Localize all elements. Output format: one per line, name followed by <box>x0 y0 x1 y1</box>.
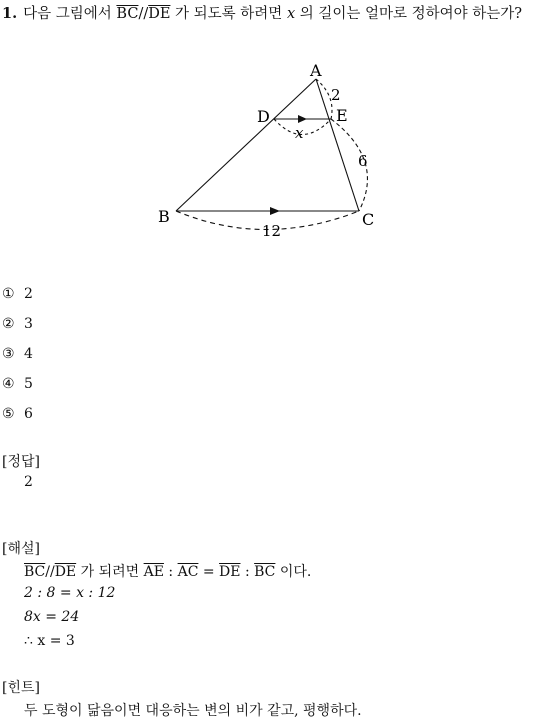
hint-text: 두 도형이 닮음이면 대응하는 변의 비가 같고, 평행하다. <box>24 703 362 719</box>
segment-de: $\overline{DE}$ <box>148 6 171 22</box>
option-5[interactable]: ⑤ 6 <box>2 406 33 422</box>
label-b: B <box>158 207 170 226</box>
label-a: A <box>310 61 322 80</box>
answer-value: 2 <box>24 474 33 490</box>
side-ab <box>176 79 316 211</box>
segment-bc: $\overline{BC}$ <box>116 6 139 22</box>
arrow-de <box>298 115 307 123</box>
label-e: E <box>336 106 348 125</box>
explanation-line-2: 2 : 8 = x : 12 <box>24 585 116 601</box>
measure-ae: 2 <box>331 86 341 104</box>
option-4[interactable]: ④ 5 <box>2 376 33 392</box>
label-c: C <box>362 210 375 229</box>
answer-heading: [정답] <box>2 454 40 470</box>
measure-bc: 12 <box>262 222 282 240</box>
option-1[interactable]: ① 2 <box>2 286 33 302</box>
explanation-heading: [해설] <box>2 541 40 557</box>
arrow-bc <box>270 207 280 215</box>
explanation-line-4: ∴ x = 3 <box>24 633 75 649</box>
option-2[interactable]: ② 3 <box>2 316 33 332</box>
measure-de: x <box>295 124 304 142</box>
variable-x: x <box>286 6 296 22</box>
hint-heading: [힌트] <box>2 680 40 696</box>
explanation-line-1: $\overline{BC}//\overline{DE}$ 가 되려면 $\overline{AE}$ : $\overline{AC} = \overline{DE}$ : $\overline{BC}$ 이다. <box>24 564 312 580</box>
label-d: D <box>257 107 270 126</box>
measure-ec: 6 <box>358 152 368 170</box>
question-text: 1. 다음 그림에서 $\overline{BC}//\overline{DE}$ 가 되도록 하려면 x 의 길이는 얼마로 정하여야 하는가? <box>2 5 523 22</box>
explanation-line-3: 8x = 24 <box>24 609 80 625</box>
option-3[interactable]: ③ 4 <box>2 346 33 362</box>
triangle-figure <box>0 0 535 260</box>
question-number: 1. <box>2 5 18 22</box>
